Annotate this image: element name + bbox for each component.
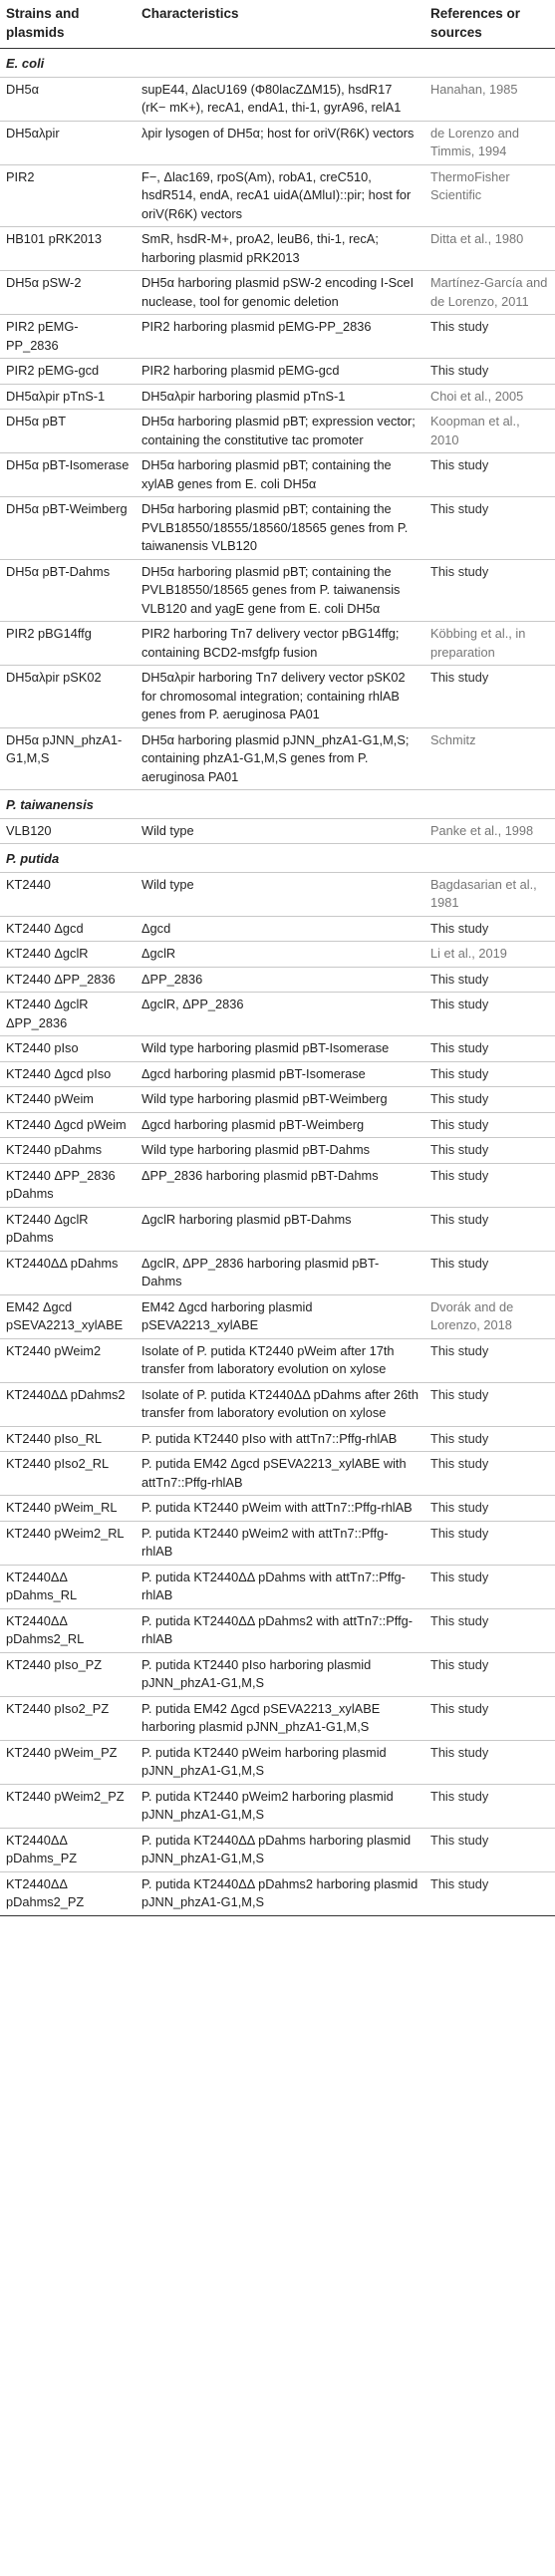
strain-cell: EM42 Δgcd pSEVA2213_xylABE (0, 1294, 136, 1338)
reference-cell: This study (424, 1452, 555, 1496)
strain-cell: HB101 pRK2013 (0, 227, 136, 271)
characteristics-cell: DH5α harboring plasmid pBT; containing the PVLB18550/18565 genes from P. taiwanensis VLB120 and yagE gene from E. coli DH5α (136, 559, 424, 622)
strain-cell: DH5α pSW-2 (0, 271, 136, 315)
reference-cell: Ditta et al., 1980 (424, 227, 555, 271)
strain-cell: KT2440 pWeim_PZ (0, 1740, 136, 1784)
table-row (0, 1112, 555, 1138)
table-row (0, 1784, 555, 1828)
reference-cell: This study (424, 1740, 555, 1784)
reference-cell: Köbbing et al., in preparation (424, 622, 555, 666)
table-row (0, 315, 555, 359)
reference-cell: This study (424, 1496, 555, 1522)
reference-cell: Martínez-García and de Lorenzo, 2011 (424, 271, 555, 315)
header-strains: Strains and plasmids (0, 0, 136, 49)
table-row (0, 993, 555, 1036)
strain-cell: KT2440 ΔgclR (0, 942, 136, 968)
strain-cell: KT2440ΔΔ pDahms_PZ (0, 1828, 136, 1871)
strain-cell: KT2440ΔΔ pDahms_RL (0, 1565, 136, 1608)
reference-cell: This study (424, 1382, 555, 1426)
section-title: E. coli (0, 49, 555, 78)
table-row (0, 1087, 555, 1113)
reference-cell: This study (424, 666, 555, 728)
table-row (0, 497, 555, 560)
reference-cell: This study (424, 1338, 555, 1382)
strain-cell: KT2440 (0, 872, 136, 916)
reference-cell: This study (424, 993, 555, 1036)
strain-cell: DH5α pBT-Dahms (0, 559, 136, 622)
table-row (0, 1871, 555, 1915)
characteristics-cell: P. putida KT2440 pWeim2 with attTn7::Pffg-rhlAB (136, 1521, 424, 1565)
strain-cell: KT2440 pDahms (0, 1138, 136, 1164)
characteristics-cell: DH5α harboring plasmid pSW-2 encoding I-SceI nuclease, tool for genomic deletion (136, 271, 424, 315)
reference-cell: This study (424, 1871, 555, 1915)
section-row (0, 790, 555, 819)
strain-cell: KT2440 pIso2_RL (0, 1452, 136, 1496)
reference-cell: This study (424, 1087, 555, 1113)
header-references: References or sources (424, 0, 555, 49)
table-row (0, 818, 555, 844)
characteristics-cell: SmR, hsdR-M+, proA2, leuB6, thi-1, recA; harboring plasmid pRK2013 (136, 227, 424, 271)
reference-cell: This study (424, 1251, 555, 1294)
characteristics-cell: P. putida KT2440ΔΔ pDahms2 with attTn7::Pffg-rhlAB (136, 1608, 424, 1652)
characteristics-cell: P. putida KT2440ΔΔ pDahms2 harboring plasmid pJNN_phzA1-G1,M,S (136, 1871, 424, 1915)
characteristics-cell: P. putida KT2440 pWeim2 harboring plasmid pJNN_phzA1-G1,M,S (136, 1784, 424, 1828)
strain-cell: KT2440ΔΔ pDahms2_RL (0, 1608, 136, 1652)
reference-cell: This study (424, 1521, 555, 1565)
characteristics-cell: P. putida KT2440ΔΔ pDahms with attTn7::Pffg-rhlAB (136, 1565, 424, 1608)
strain-cell: KT2440 pIso2_PZ (0, 1696, 136, 1740)
characteristics-cell: supE44, ΔlacU169 (Φ80lacZΔM15), hsdR17 (rK− mK+), recA1, endA1, thi-1, gyrA96, relA1 (136, 77, 424, 121)
table-row (0, 1740, 555, 1784)
reference-cell: This study (424, 1138, 555, 1164)
section-title: P. putida (0, 844, 555, 873)
section-row (0, 49, 555, 78)
reference-cell: Panke et al., 1998 (424, 818, 555, 844)
strain-cell: KT2440 ΔPP_2836 pDahms (0, 1163, 136, 1207)
characteristics-cell: DH5α harboring plasmid pBT; containing the xylAB genes from E. coli DH5α (136, 453, 424, 497)
reference-cell: This study (424, 453, 555, 497)
section-title: P. taiwanensis (0, 790, 555, 819)
table-row (0, 872, 555, 916)
strain-cell: KT2440 pIso_RL (0, 1426, 136, 1452)
table-header (0, 0, 555, 49)
characteristics-cell: Wild type harboring plasmid pBT-Isomerase (136, 1036, 424, 1062)
table-row (0, 164, 555, 227)
table-body (0, 49, 555, 1916)
characteristics-cell: DH5αλpir harboring plasmid pTnS-1 (136, 384, 424, 410)
reference-cell: This study (424, 1828, 555, 1871)
table-row (0, 1207, 555, 1251)
strain-cell: DH5α pBT-Weimberg (0, 497, 136, 560)
table-row (0, 1294, 555, 1338)
strain-cell: KT2440 pWeim (0, 1087, 136, 1113)
table-row (0, 453, 555, 497)
reference-cell: Koopman et al., 2010 (424, 410, 555, 453)
reference-cell: This study (424, 315, 555, 359)
table-row (0, 1521, 555, 1565)
table-row (0, 227, 555, 271)
characteristics-cell: Wild type harboring plasmid pBT-Weimberg (136, 1087, 424, 1113)
characteristics-cell: DH5α harboring plasmid pBT; containing the PVLB18550/18555/18560/18565 genes from P. taiwanensis VLB120 (136, 497, 424, 560)
reference-cell: This study (424, 1112, 555, 1138)
characteristics-cell: EM42 Δgcd harboring plasmid pSEVA2213_xylABE (136, 1294, 424, 1338)
strain-cell: KT2440 ΔgclR ΔPP_2836 (0, 993, 136, 1036)
header-characteristics: Characteristics (136, 0, 424, 49)
reference-cell: This study (424, 1426, 555, 1452)
reference-cell: Dvorák and de Lorenzo, 2018 (424, 1294, 555, 1338)
characteristics-cell: P. putida KT2440 pWeim harboring plasmid pJNN_phzA1-G1,M,S (136, 1740, 424, 1784)
reference-cell: Li et al., 2019 (424, 942, 555, 968)
reference-cell: Bagdasarian et al., 1981 (424, 872, 555, 916)
table-row (0, 942, 555, 968)
reference-cell: Schmitz (424, 727, 555, 790)
reference-cell: This study (424, 1207, 555, 1251)
table-row (0, 1565, 555, 1608)
strain-cell: PIR2 pEMG-gcd (0, 359, 136, 385)
characteristics-cell: ΔgclR, ΔPP_2836 (136, 993, 424, 1036)
strain-cell: DH5α pBT-Isomerase (0, 453, 136, 497)
reference-cell: de Lorenzo and Timmis, 1994 (424, 121, 555, 164)
table-row (0, 1251, 555, 1294)
table-row (0, 1828, 555, 1871)
characteristics-cell: PIR2 harboring plasmid pEMG-PP_2836 (136, 315, 424, 359)
reference-cell: This study (424, 1652, 555, 1696)
reference-cell: This study (424, 967, 555, 993)
strain-cell: KT2440 Δgcd pWeim (0, 1112, 136, 1138)
characteristics-cell: P. putida KT2440ΔΔ pDahms harboring plasmid pJNN_phzA1-G1,M,S (136, 1828, 424, 1871)
table-row (0, 1382, 555, 1426)
strain-cell: DH5α (0, 77, 136, 121)
table-row (0, 271, 555, 315)
reference-cell: ThermoFisher Scientific (424, 164, 555, 227)
table-row (0, 384, 555, 410)
reference-cell: This study (424, 1061, 555, 1087)
characteristics-cell: Isolate of P. putida KT2440 pWeim after 17th transfer from laboratory evolution on xylose (136, 1338, 424, 1382)
table-row (0, 1163, 555, 1207)
characteristics-cell: ΔPP_2836 harboring plasmid pBT-Dahms (136, 1163, 424, 1207)
table-row (0, 666, 555, 728)
strain-cell: PIR2 pBG14ffg (0, 622, 136, 666)
reference-cell: This study (424, 1565, 555, 1608)
characteristics-cell: Δgcd harboring plasmid pBT-Isomerase (136, 1061, 424, 1087)
strain-cell: KT2440 ΔgclR pDahms (0, 1207, 136, 1251)
strain-cell: DH5αλpir pSK02 (0, 666, 136, 728)
reference-cell: This study (424, 1696, 555, 1740)
reference-cell: This study (424, 559, 555, 622)
reference-cell: This study (424, 1784, 555, 1828)
characteristics-cell: λpir lysogen of DH5α; host for oriV(R6K) vectors (136, 121, 424, 164)
reference-cell: This study (424, 1036, 555, 1062)
reference-cell: This study (424, 1163, 555, 1207)
table-row (0, 410, 555, 453)
table-row (0, 121, 555, 164)
table-row (0, 916, 555, 942)
characteristics-cell: P. putida EM42 Δgcd pSEVA2213_xylABE harboring plasmid pJNN_phzA1-G1,M,S (136, 1696, 424, 1740)
reference-cell: This study (424, 359, 555, 385)
strain-cell: KT2440ΔΔ pDahms (0, 1251, 136, 1294)
strain-cell: KT2440ΔΔ pDahms2 (0, 1382, 136, 1426)
strain-cell: KT2440 ΔPP_2836 (0, 967, 136, 993)
characteristics-cell: P. putida KT2440 pIso harboring plasmid pJNN_phzA1-G1,M,S (136, 1652, 424, 1696)
strain-cell: KT2440ΔΔ pDahms2_PZ (0, 1871, 136, 1915)
table-row (0, 1652, 555, 1696)
strain-cell: KT2440 pWeim2_RL (0, 1521, 136, 1565)
table-row (0, 727, 555, 790)
strain-cell: KT2440 pWeim_RL (0, 1496, 136, 1522)
characteristics-cell: F−, Δlac169, rpoS(Am), robA1, creC510, hsdR514, endA, recA1 uidA(ΔMluI)::pir; host for oriV(R6K) vectors (136, 164, 424, 227)
characteristics-cell: Δgcd (136, 916, 424, 942)
section-row (0, 844, 555, 873)
strain-cell: DH5α pBT (0, 410, 136, 453)
table-row (0, 967, 555, 993)
characteristics-cell: PIR2 harboring plasmid pEMG-gcd (136, 359, 424, 385)
table-row (0, 1426, 555, 1452)
table-row (0, 622, 555, 666)
characteristics-cell: PIR2 harboring Tn7 delivery vector pBG14ffg; containing BCD2-msfgfp fusion (136, 622, 424, 666)
characteristics-cell: ΔgclR (136, 942, 424, 968)
table-row (0, 77, 555, 121)
reference-cell: Hanahan, 1985 (424, 77, 555, 121)
strain-cell: DH5α pJNN_phzA1-G1,M,S (0, 727, 136, 790)
strain-cell: DH5αλpir (0, 121, 136, 164)
characteristics-cell: DH5α harboring plasmid pJNN_phzA1-G1,M,S; containing phzA1-G1,M,S genes from P. aeruginosa PA01 (136, 727, 424, 790)
reference-cell: This study (424, 497, 555, 560)
strain-cell: KT2440 pIso_PZ (0, 1652, 136, 1696)
reference-cell: Choi et al., 2005 (424, 384, 555, 410)
characteristics-cell: Isolate of P. putida KT2440ΔΔ pDahms after 26th transfer from laboratory evolution on xylose (136, 1382, 424, 1426)
table-row (0, 1608, 555, 1652)
table-row (0, 359, 555, 385)
table-row (0, 1452, 555, 1496)
table-row (0, 1061, 555, 1087)
characteristics-cell: ΔgclR, ΔPP_2836 harboring plasmid pBT-Dahms (136, 1251, 424, 1294)
table-row (0, 1496, 555, 1522)
characteristics-cell: Wild type harboring plasmid pBT-Dahms (136, 1138, 424, 1164)
table-row (0, 559, 555, 622)
reference-cell: This study (424, 916, 555, 942)
characteristics-cell: Wild type (136, 818, 424, 844)
strain-cell: PIR2 pEMG-PP_2836 (0, 315, 136, 359)
table-row (0, 1338, 555, 1382)
strain-cell: KT2440 pWeim2 (0, 1338, 136, 1382)
reference-cell: This study (424, 1608, 555, 1652)
strain-cell: KT2440 Δgcd pIso (0, 1061, 136, 1087)
characteristics-cell: DH5αλpir harboring Tn7 delivery vector pSK02 for chromosomal integration; containing rhlAB genes from P. aeruginosa PA01 (136, 666, 424, 728)
characteristics-cell: P. putida KT2440 pIso with attTn7::Pffg-rhlAB (136, 1426, 424, 1452)
characteristics-cell: Wild type (136, 872, 424, 916)
strain-cell: PIR2 (0, 164, 136, 227)
strain-cell: VLB120 (0, 818, 136, 844)
characteristics-cell: ΔgclR harboring plasmid pBT-Dahms (136, 1207, 424, 1251)
strain-cell: KT2440 Δgcd (0, 916, 136, 942)
strain-cell: KT2440 pIso (0, 1036, 136, 1062)
characteristics-cell: Δgcd harboring plasmid pBT-Weimberg (136, 1112, 424, 1138)
table-row (0, 1036, 555, 1062)
characteristics-cell: P. putida KT2440 pWeim with attTn7::Pffg-rhlAB (136, 1496, 424, 1522)
characteristics-cell: DH5α harboring plasmid pBT; expression vector; containing the constitutive tac promoter (136, 410, 424, 453)
characteristics-cell: ΔPP_2836 (136, 967, 424, 993)
table-row (0, 1696, 555, 1740)
characteristics-cell: P. putida EM42 Δgcd pSEVA2213_xylABE with attTn7::Pffg-rhlAB (136, 1452, 424, 1496)
strain-cell: DH5αλpir pTnS-1 (0, 384, 136, 410)
table-row (0, 1138, 555, 1164)
strain-cell: KT2440 pWeim2_PZ (0, 1784, 136, 1828)
